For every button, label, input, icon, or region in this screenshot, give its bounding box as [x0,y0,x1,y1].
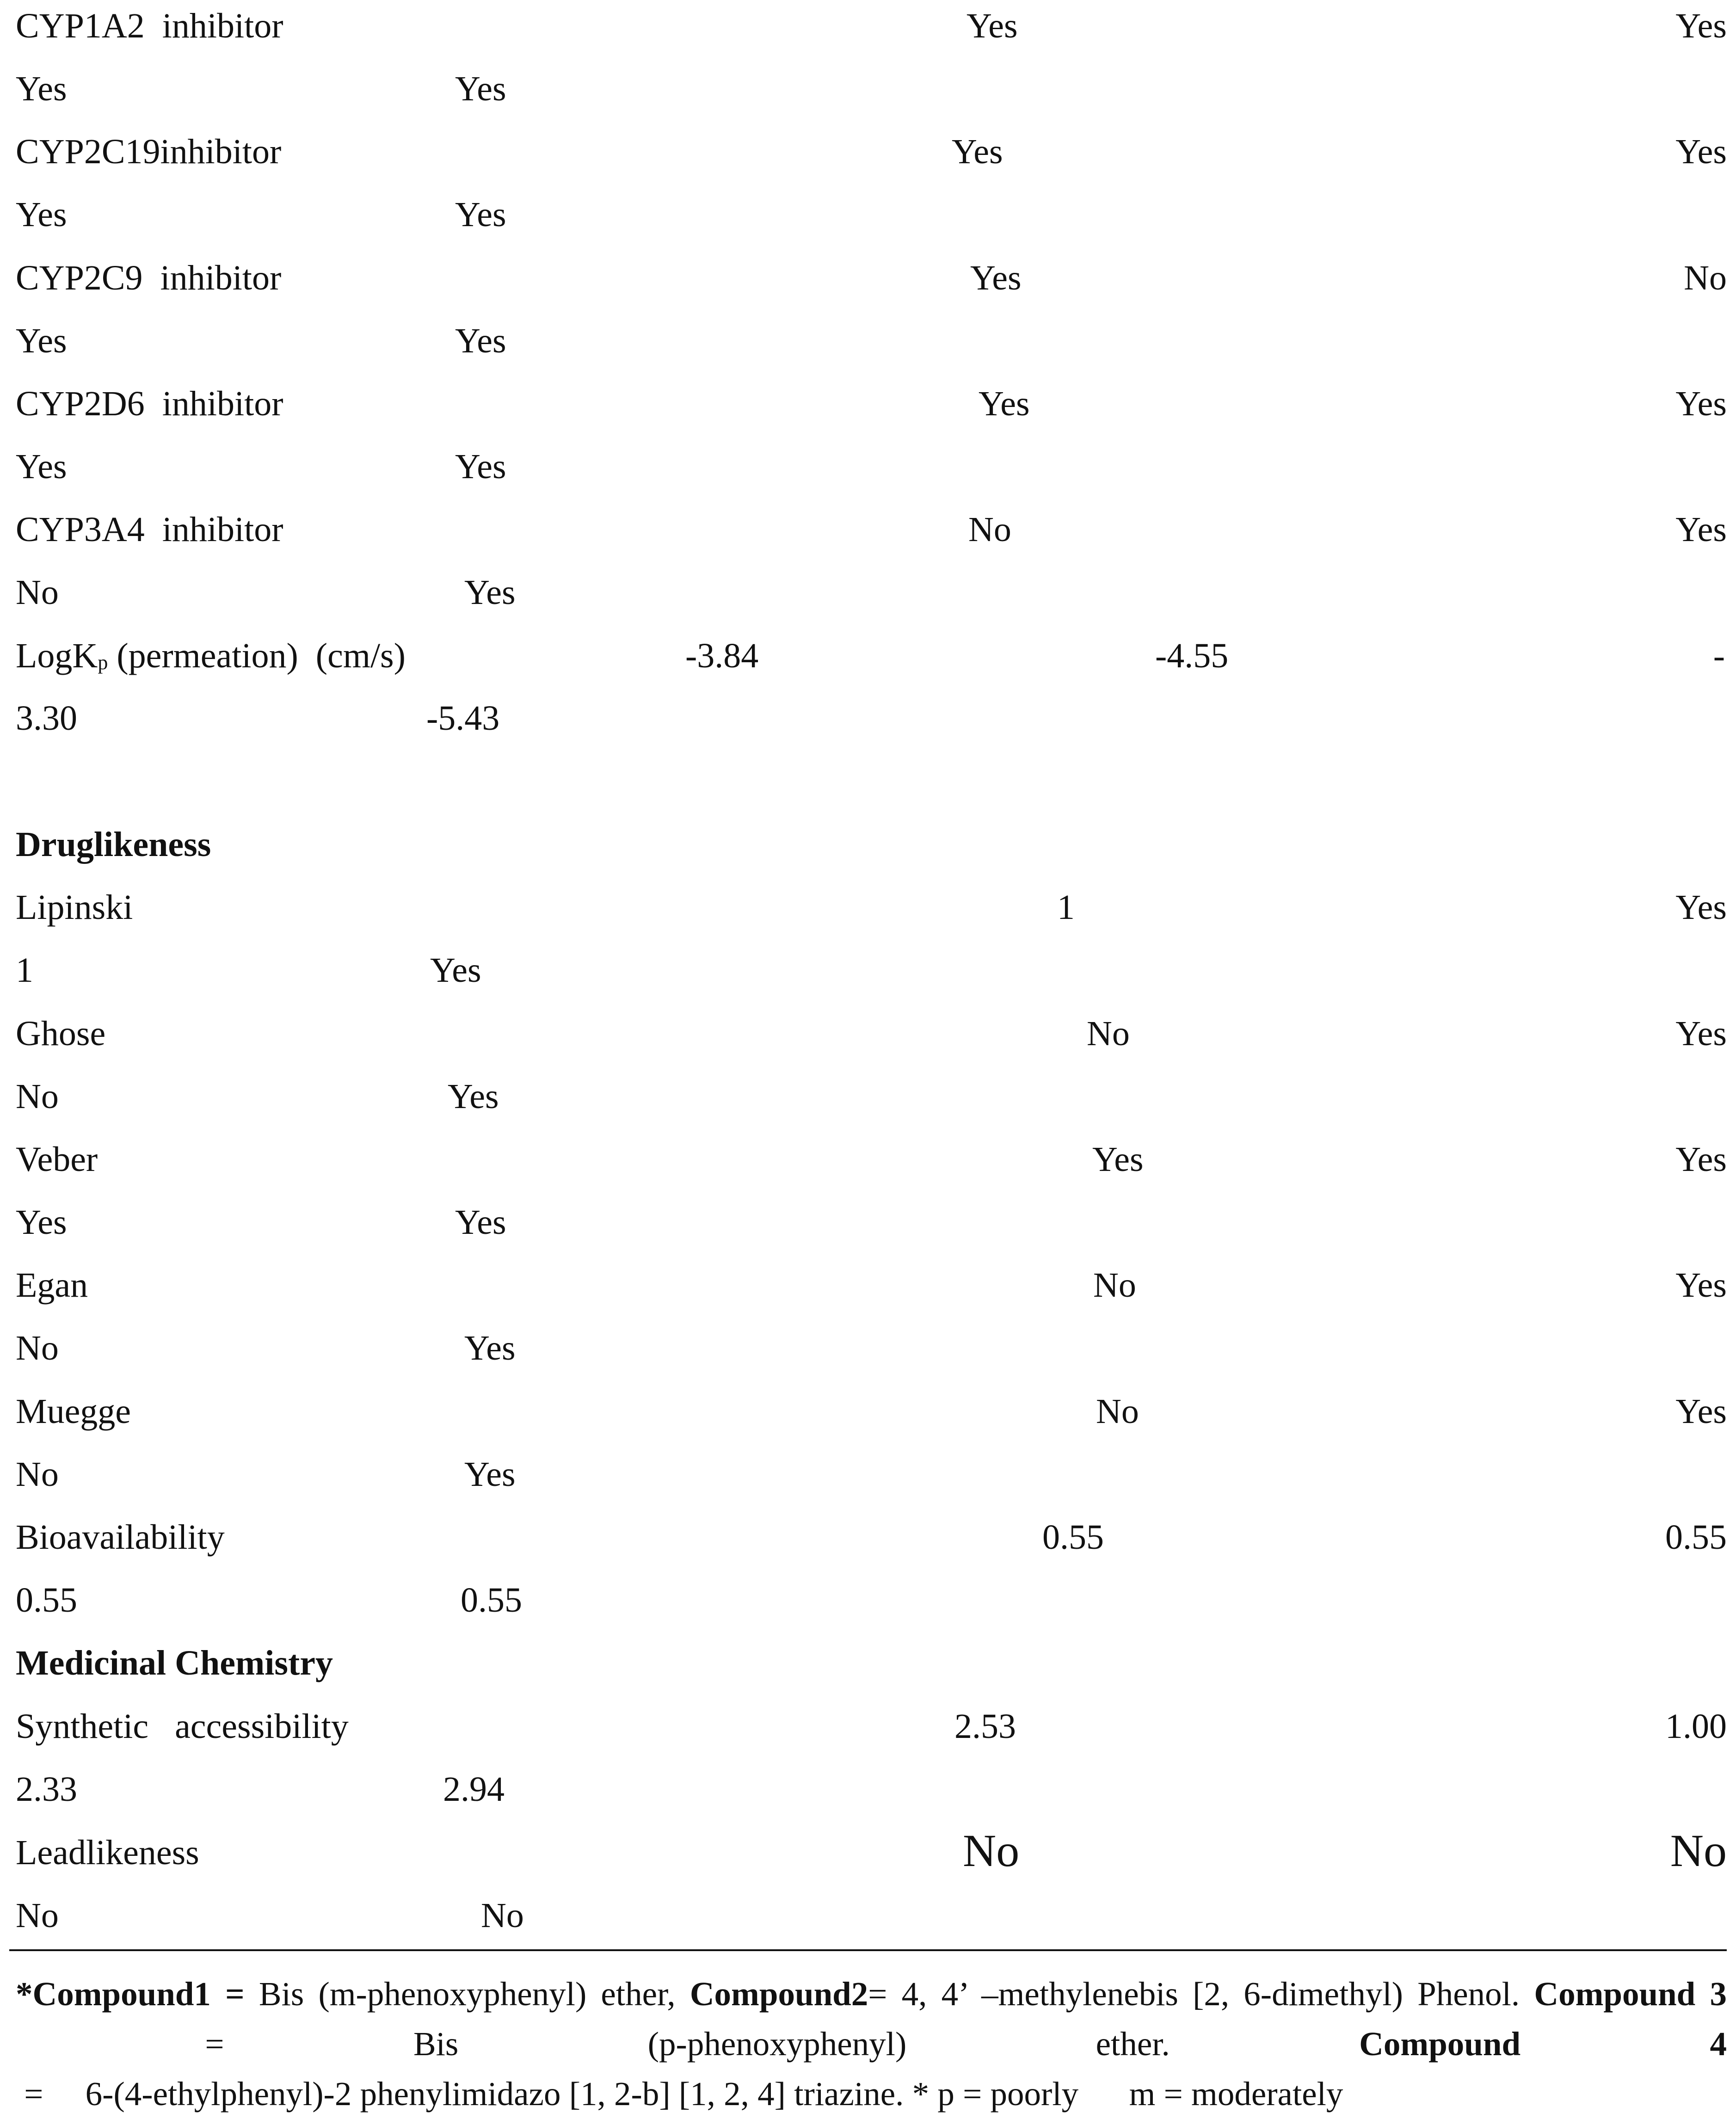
logkp-prefix: LogK [16,636,98,675]
cell-cyp2d6-c4: Yes [455,447,506,486]
cell-logkp-c2-dash: - [1713,636,1725,675]
cell-logkp-c2: -4.55 [1155,636,1229,675]
section-heading-druglikeness: Druglikeness [16,825,211,864]
cell-egan-c1: No [1093,1266,1136,1305]
cell-synthetic-c1: 2.53 [954,1707,1016,1746]
row-label-muegge: Muegge [16,1392,131,1431]
footnote [16,1969,1727,2119]
row-label-leadlikeness: Leadlikeness [16,1833,199,1872]
cell-cyp2c9-c4: Yes [455,321,506,360]
cell-lipinski-c4: Yes [430,951,481,990]
row-label-cyp2c19: CYP2C19inhibitor [16,132,282,171]
footnote-c4-key: Compound 4 [1359,2025,1727,2063]
cell-egan-c2: Yes [1675,1266,1727,1305]
cell-bioavailability-c4: 0.55 [461,1581,522,1620]
row-label-lipinski: Lipinski [16,888,133,927]
logkp-suffix: (permeation) (cm/s) [108,636,406,675]
cell-cyp2c19-c3: Yes [16,195,67,234]
row-label-synthetic-accessibility: Synthetic accessibility [16,1707,349,1746]
cell-cyp2d6-c2: Yes [1675,384,1727,423]
cell-cyp2c19-c4: Yes [455,195,506,234]
section-heading-medicinal-chemistry: Medicinal Chemistry [16,1644,333,1682]
row-label-ghose: Ghose [16,1014,106,1053]
cell-egan-c3: No [16,1329,59,1367]
cell-cyp2c19-c2: Yes [1675,132,1727,171]
cell-muegge-c2: Yes [1675,1392,1727,1431]
cell-veber-c4: Yes [455,1203,506,1242]
cell-cyp1a2-c3: Yes [16,69,67,108]
cell-ghose-c2: Yes [1675,1014,1727,1053]
cell-logkp-c3: 3.30 [16,699,77,738]
cell-bioavailability-c2: 0.55 [1665,1518,1727,1557]
footnote-c3-key: Compound 3 [1534,1975,1727,2013]
cell-cyp2c19-c1: Yes [952,132,1003,171]
cell-muegge-c1: No [1096,1392,1139,1431]
cell-veber-c1: Yes [1092,1140,1144,1179]
row-label-bioavailability: Bioavailability [16,1518,225,1557]
cell-cyp3a4-c1: No [968,510,1011,549]
row-label-cyp2d6: CYP2D6 inhibitor [16,384,283,423]
cell-lipinski-c3: 1 [16,951,33,990]
cell-cyp2c9-c2: No [1684,259,1727,297]
cell-ghose-c4: Yes [448,1077,499,1116]
cell-leadlikeness-c3: No [16,1896,59,1935]
row-label-cyp1a2: CYP1A2 inhibitor [16,6,283,45]
cell-lipinski-c1: 1 [1057,888,1075,927]
cell-cyp3a4-c4: Yes [464,573,516,612]
cell-cyp3a4-c2: Yes [1675,510,1727,549]
cell-cyp1a2-c4: Yes [455,69,506,108]
row-label-cyp3a4: CYP3A4 inhibitor [16,510,283,549]
cell-cyp1a2-c1: Yes [966,6,1018,45]
cell-muegge-c4: Yes [464,1455,516,1494]
cell-veber-c3: Yes [16,1203,67,1242]
row-label-veber: Veber [16,1140,98,1179]
cell-muegge-c3: No [16,1455,59,1494]
cell-leadlikeness-c4: No [481,1896,524,1935]
row-label-egan: Egan [16,1266,88,1305]
cell-leadlikeness-c1: No [963,1825,1020,1876]
cell-bioavailability-c3: 0.55 [16,1581,77,1620]
footnote-c4-val: = 6-(4-ethylphenyl)-2 phenylimidazo [1, 2-b] [1, 2, 4] triazine. * p = poorly m = moderately [16,2075,1343,2113]
cell-synthetic-c2: 1.00 [1665,1707,1727,1746]
row-label-logkp [16,638,406,673]
footnote-c1-val: Bis (m-phenoxyphenyl) ether, [259,1975,690,2013]
cell-ghose-c3: No [16,1077,59,1116]
cell-leadlikeness-c2: No [1670,1825,1727,1876]
footnote-c3-val: = Bis (p-phenoxyphenyl) ether. [16,2025,1360,2063]
cell-veber-c2: Yes [1675,1140,1727,1179]
table-bottom-rule [9,1949,1727,1951]
cell-logkp-c1: -3.84 [685,636,759,675]
row-label-cyp2c9: CYP2C9 inhibitor [16,259,282,297]
cell-cyp3a4-c3: No [16,573,59,612]
cell-bioavailability-c1: 0.55 [1042,1518,1104,1557]
cell-synthetic-c4: 2.94 [443,1770,505,1809]
cell-ghose-c1: No [1087,1014,1130,1053]
cell-egan-c4: Yes [464,1329,516,1367]
footnote-c2-key: Compound2 [689,1975,868,2013]
cell-cyp2c9-c1: Yes [970,259,1022,297]
footnote-c2-val: = 4, 4’ –methylenebis [2, 6-dimethyl) Phenol. [868,1975,1534,2013]
cell-synthetic-c3: 2.33 [16,1770,77,1809]
cell-lipinski-c2: Yes [1675,888,1727,927]
cell-logkp-c4: -5.43 [426,699,500,738]
cell-cyp2c9-c3: Yes [16,321,67,360]
cell-cyp2d6-c1: Yes [979,384,1030,423]
cell-cyp1a2-c2: Yes [1675,6,1727,45]
footnote-c1-key: *Compound1 = [16,1975,259,2013]
cell-cyp2d6-c3: Yes [16,447,67,486]
logkp-sub: p [98,651,108,674]
